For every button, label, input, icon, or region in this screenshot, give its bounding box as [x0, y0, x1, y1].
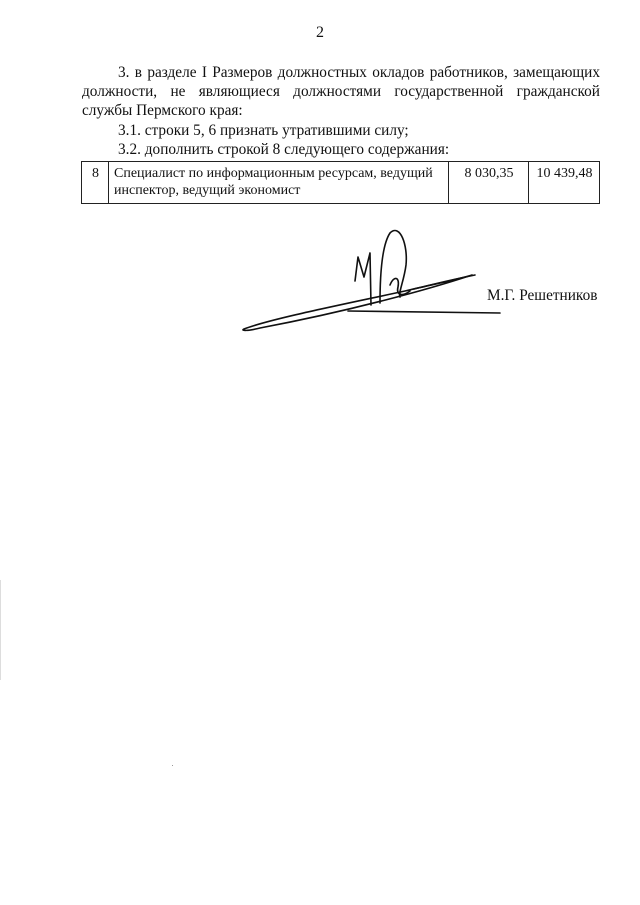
- paragraph-item-3-2: 3.2. дополнить строкой 8 следующего содержания:: [118, 141, 450, 158]
- signer-name: М.Г. Решетников: [487, 287, 598, 304]
- salary-min-cell: 8 030,35: [449, 162, 529, 204]
- row-number-cell: 8: [82, 162, 109, 204]
- table-row: [82, 162, 600, 204]
- paragraph-section-3: 3. в разделе I Размеров должностных окладов работников, замещающих должности, не являющиеся должностями государственной гражданской службы Пермского края:: [82, 64, 600, 119]
- paragraph-item-3-1: 3.1. строки 5, 6 признать утратившими силу;: [118, 122, 409, 139]
- scan-speck: [172, 765, 173, 766]
- handwritten-signature: [230, 225, 510, 340]
- position-name-cell: Специалист по информационным ресурсам, ведущий инспектор, ведущий экономист: [109, 162, 449, 204]
- salary-max-cell: 10 439,48: [529, 162, 600, 204]
- scan-edge-mark: [0, 580, 1, 680]
- page-number: 2: [316, 24, 324, 41]
- positions-table: [81, 161, 600, 204]
